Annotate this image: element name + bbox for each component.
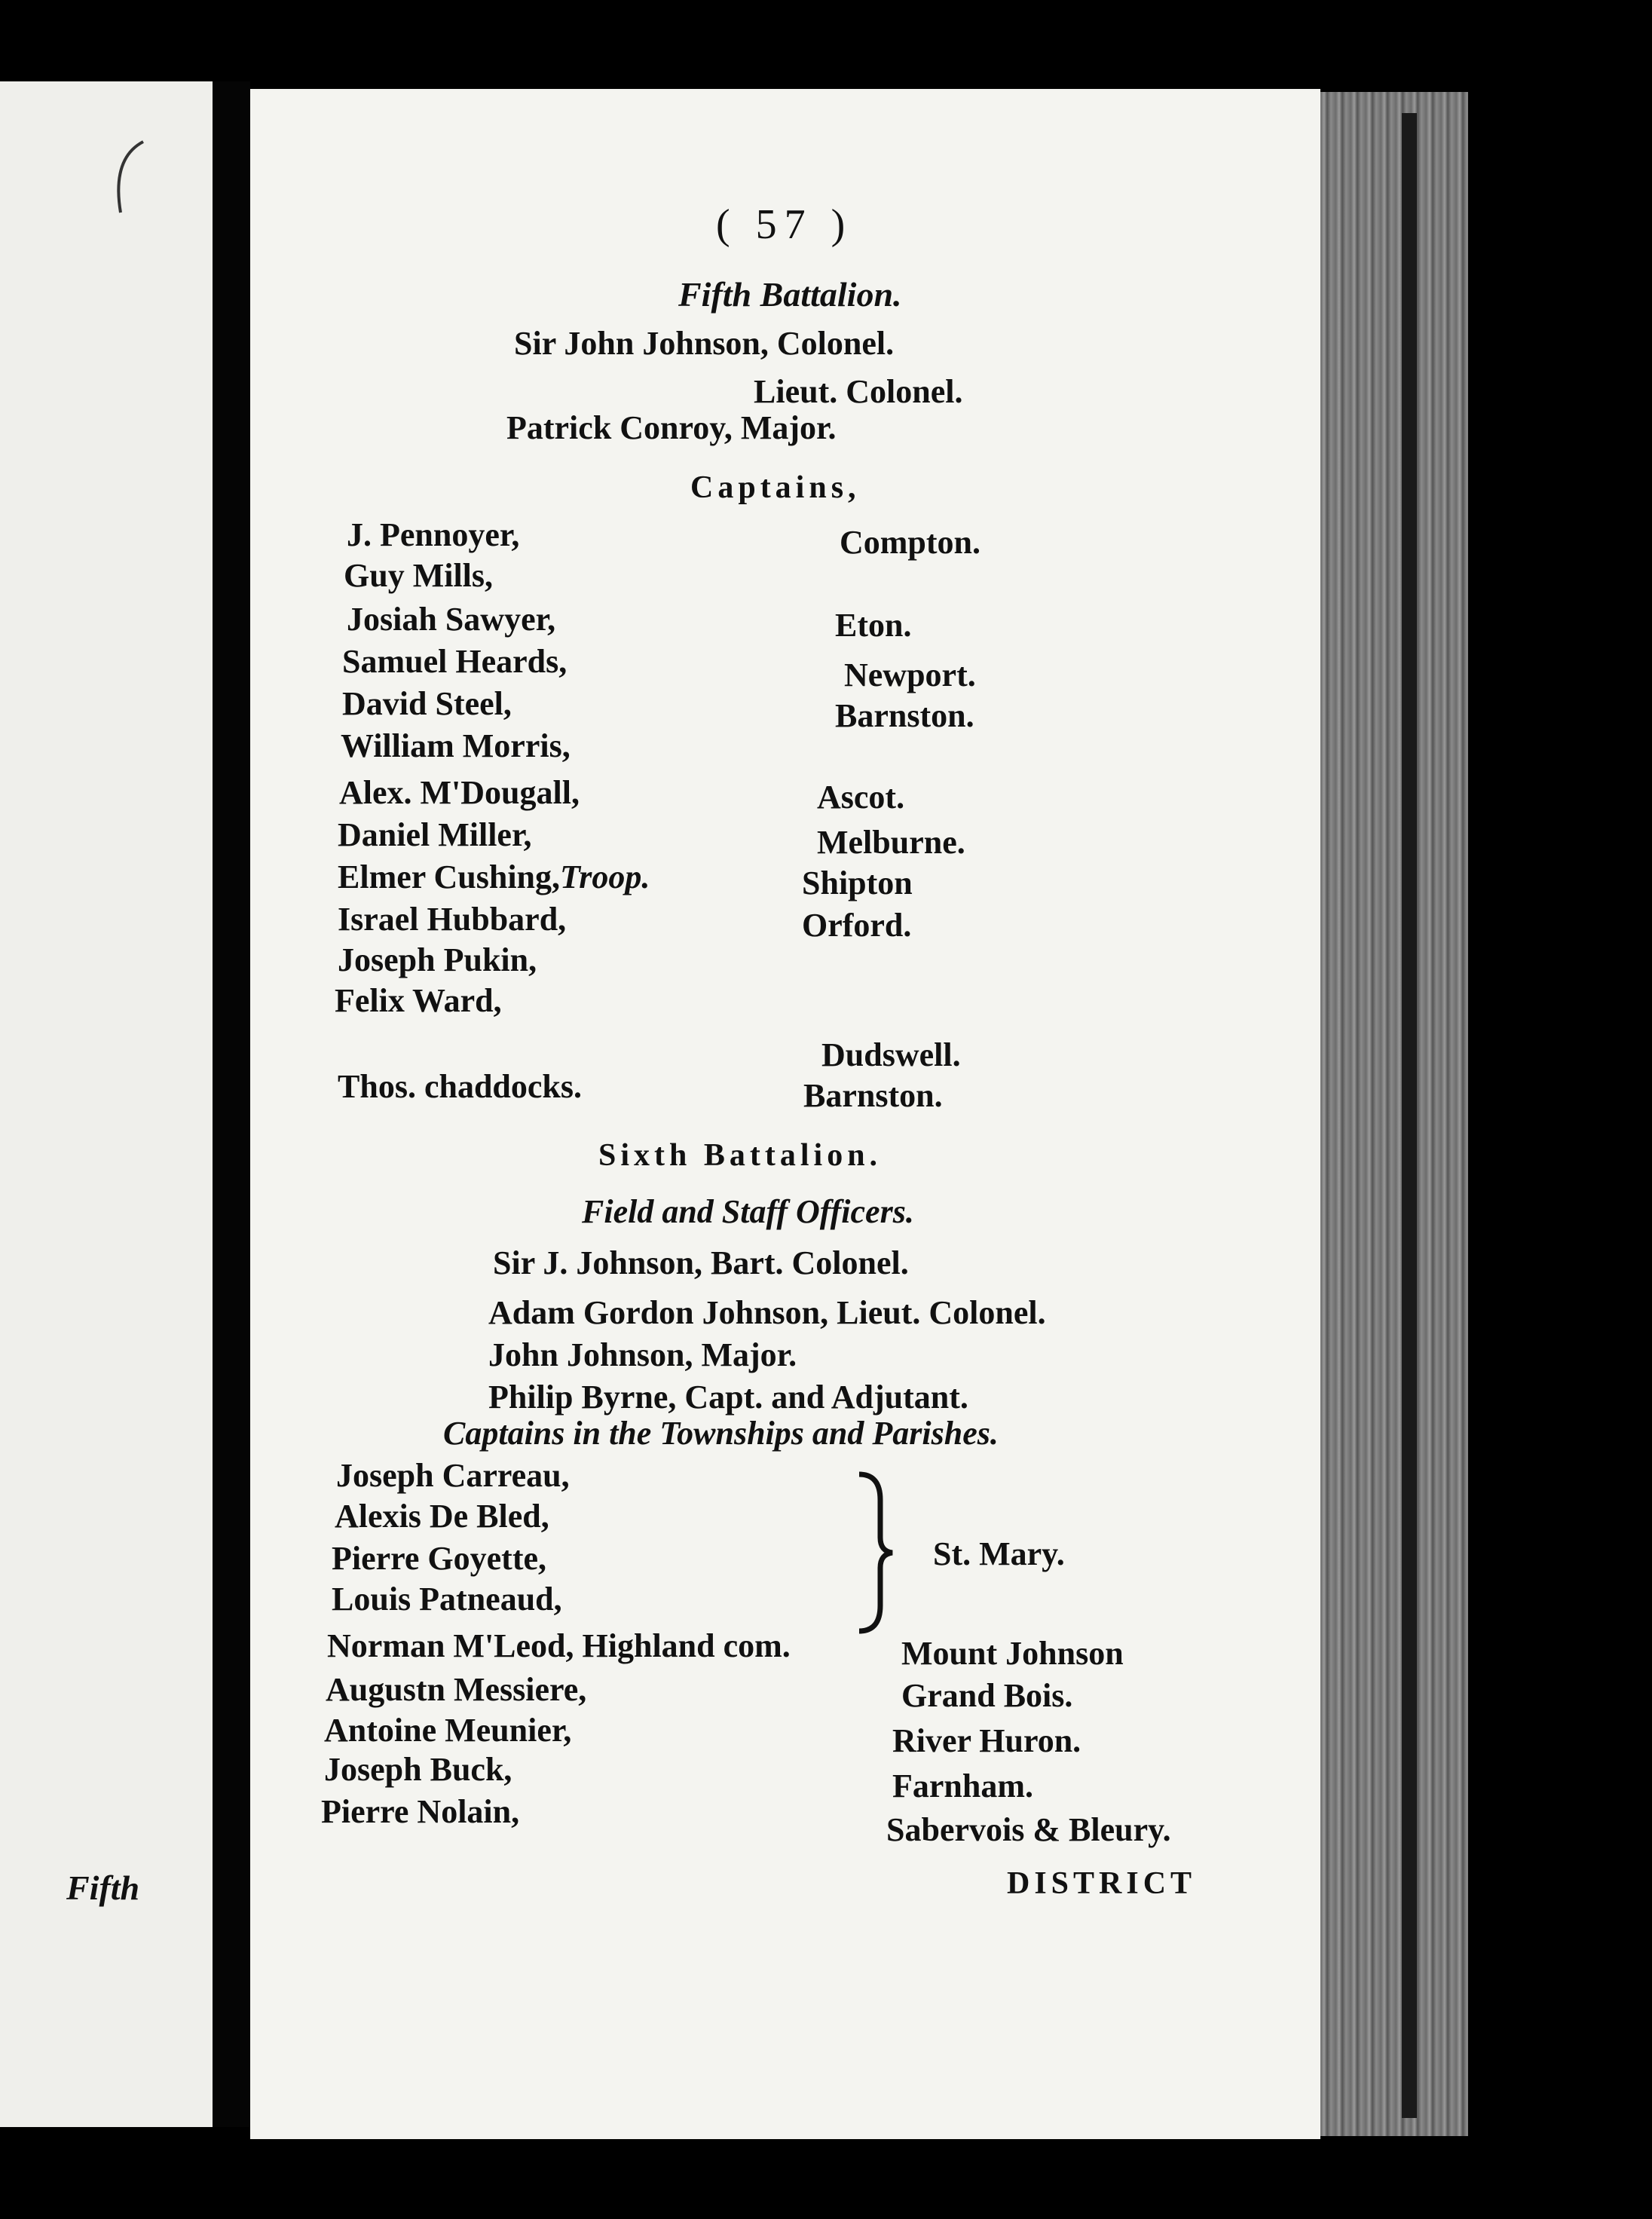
captain-name: Thos. chaddocks.	[338, 1068, 583, 1105]
captain-place: Eton.	[835, 607, 912, 644]
page-edge-shadow	[1402, 113, 1417, 2118]
page-edges	[1320, 92, 1468, 2136]
captain-place: Melburne.	[817, 824, 965, 861]
captain-name: Pierre Nolain,	[321, 1793, 520, 1830]
captain-place: Newport.	[844, 657, 976, 693]
brace-icon	[852, 1470, 897, 1636]
st-mary-place: St. Mary.	[933, 1535, 1065, 1572]
captains-heading: Captains,	[690, 470, 861, 505]
captain-name: Joseph Pukin,	[338, 941, 537, 978]
captain-name: Norman M'Leod, Highland com.	[327, 1627, 791, 1664]
captain-name: Elmer Cushing,Troop.	[338, 859, 650, 895]
captain-name: Augustn Messiere,	[326, 1671, 587, 1708]
page-number: ( 57 )	[716, 201, 853, 248]
captain-place: Barnston.	[803, 1077, 943, 1114]
lieut-colonel-line: Lieut. Colonel.	[754, 373, 963, 410]
officer-line: John Johnson, Major.	[488, 1336, 797, 1373]
captain-name: Alex. M'Dougall,	[339, 774, 580, 811]
officer-line: Adam Gordon Johnson, Lieut. Colonel.	[488, 1294, 1046, 1331]
left-page	[0, 81, 213, 2127]
captain-place: Mount Johnson	[901, 1635, 1124, 1672]
captain-name: William Morris,	[341, 727, 571, 764]
captain-place: Ascot.	[817, 779, 905, 816]
colonel-line: Sir John Johnson, Colonel.	[514, 325, 895, 362]
captain-name: Louis Patneaud,	[332, 1581, 562, 1618]
captain-name: Samuel Heards,	[342, 643, 567, 680]
captain-place: Barnston.	[835, 697, 974, 734]
captain-place: Shipton	[802, 865, 913, 901]
captain-name: Israel Hubbard,	[338, 901, 567, 938]
book-gutter	[213, 81, 250, 2127]
captain-place: Sabervois & Bleury.	[886, 1811, 1171, 1848]
captain-name: Josiah Sawyer,	[347, 601, 556, 638]
captains-townships-heading: Captains in the Townships and Parishes.	[443, 1415, 999, 1452]
major-line: Patrick Conroy, Major.	[506, 409, 837, 446]
troop-label: Troop.	[560, 859, 650, 895]
fifth-battalion-heading: Fifth Battalion.	[678, 275, 902, 314]
captain-name: Daniel Miller,	[338, 816, 532, 853]
bracket-mark	[106, 136, 151, 219]
captain-name: Antoine Meunier,	[324, 1712, 572, 1749]
captain-place: Grand Bois.	[901, 1677, 1073, 1714]
left-catchword: Fifth	[66, 1869, 140, 1907]
sixth-battalion-heading: Sixth Battalion.	[598, 1138, 883, 1173]
captain-name: Guy Mills,	[344, 557, 494, 594]
captain-place: River Huron.	[892, 1722, 1081, 1759]
captain-place: Dudswell.	[821, 1036, 961, 1073]
page-catchword: DISTRICT	[1007, 1866, 1197, 1901]
captain-place: Orford.	[802, 907, 912, 944]
captain-place: Farnham.	[892, 1768, 1033, 1804]
captain-name: David Steel,	[342, 685, 512, 722]
captain-name: Joseph Buck,	[324, 1751, 512, 1788]
officer-line: Sir J. Johnson, Bart. Colonel.	[493, 1244, 909, 1281]
captain-name: Felix Ward,	[335, 982, 502, 1019]
captain-name: Alexis De Bled,	[335, 1498, 549, 1535]
captain-name: J. Pennoyer,	[347, 516, 520, 553]
captain-name: Pierre Goyette,	[332, 1540, 547, 1577]
officer-line: Philip Byrne, Capt. and Adjutant.	[488, 1379, 968, 1416]
captain-name: Joseph Carreau,	[336, 1457, 570, 1494]
captain-place: Compton.	[840, 524, 981, 561]
field-staff-heading: Field and Staff Officers.	[582, 1193, 914, 1230]
